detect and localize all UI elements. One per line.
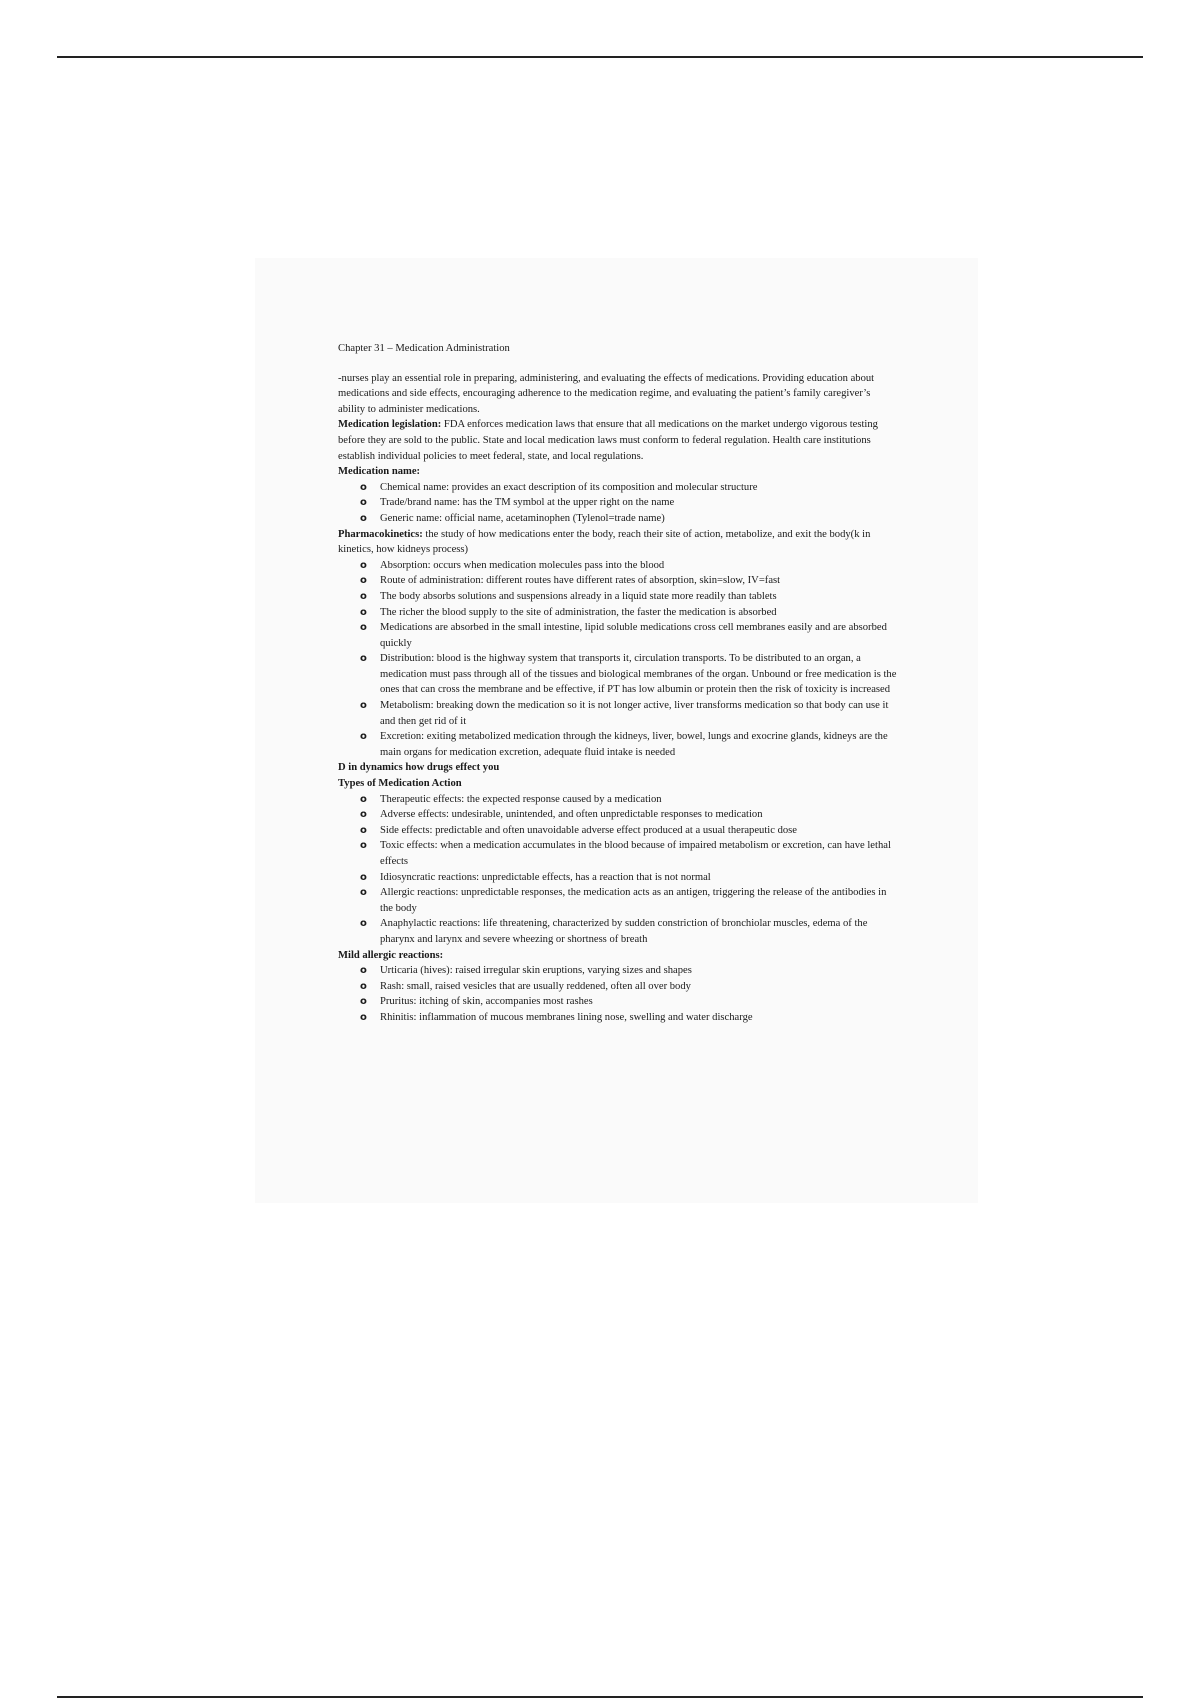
document-title: Chapter 31 – Medication Administration	[338, 343, 510, 354]
list-item: o Pruritus: itching of skin, accompanies most rashes	[380, 994, 898, 1010]
list-item: o Anaphylactic reactions: life threatening, characterized by sudden constriction of bronchiolar muscles, edema of the pharynx and larynx and severe wheezing or shortness of breath	[380, 916, 898, 947]
list-item: o Route of administration: different routes have different rates of absorption, skin=slow, IV=fast	[380, 573, 898, 589]
list-item: o Absorption: occurs when medication molecules pass into the blood	[380, 558, 898, 574]
list-item: o Excretion: exiting metabolized medication through the kidneys, liver, bowel, lungs and exocrine glands, kidneys are the main organs for medication excretion, adequate fluid intake is needed	[380, 729, 898, 760]
top-rule	[57, 56, 1143, 58]
types-of-action-list	[338, 792, 898, 948]
list-item: o The richer the blood supply to the site of administration, the faster the medication is absorbed	[380, 605, 898, 621]
mild-allergic-heading: Mild allergic reactions:	[338, 949, 444, 961]
pharmacokinetics-heading: Pharmacokinetics:	[338, 528, 423, 540]
pharmacokinetics-paragraph	[338, 527, 898, 558]
medication-name-list	[338, 480, 898, 527]
bottom-rule	[57, 1696, 1143, 1698]
list-item: o Chemical name: provides an exact description of its composition and molecular structure	[380, 480, 898, 496]
pharmacokinetics-text: the study of how medications enter the body, reach their site of action, metabolize, and exit the body(k in kinetics, how kidneys process)	[338, 528, 871, 556]
legislation-text: FDA enforces medication laws that ensure that all medications on the market undergo vigorous testing before they are sold to the public. State and local medication laws must conform to federal regulation. Health care institutions establish individual policies to meet federal, state, and local regulations.	[338, 419, 878, 462]
legislation-heading: Medication legislation:	[338, 419, 442, 431]
list-item: o Side effects: predictable and often unavoidable adverse effect produced at a usual therapeutic dose	[380, 823, 898, 839]
pharmacokinetics-list	[338, 558, 898, 761]
document-body	[338, 341, 898, 1026]
dynamics-note: D in dynamics how drugs effect you	[338, 762, 500, 774]
list-item: o Trade/brand name: has the TM symbol at the upper right on the name	[380, 495, 898, 511]
list-item: o Toxic effects: when a medication accumulates in the blood because of impaired metabolism or excretion, can have lethal effects	[380, 838, 898, 869]
list-item: o Distribution: blood is the highway system that transports it, circulation transports. To be distributed to an organ, a medication must pass through all of the tissues and biological membranes of the organ. Unbound or free medication is the ones that can cross the membrane and be effective, if PT has low albumin or protein then the risk of toxicity is increased	[380, 651, 898, 698]
list-item: o Rash: small, raised vesicles that are usually reddened, often all over body	[380, 979, 898, 995]
list-item: o Medications are absorbed in the small intestine, lipid soluble medications cross cell membranes easily and are absorbed quickly	[380, 620, 898, 651]
legislation-paragraph	[338, 417, 898, 464]
list-item: o Idiosyncratic reactions: unpredictable effects, has a reaction that is not normal	[380, 870, 898, 886]
list-item: o Therapeutic effects: the expected response caused by a medication	[380, 792, 898, 808]
list-item: o The body absorbs solutions and suspensions already in a liquid state more readily than tablets	[380, 589, 898, 605]
types-of-action-heading: Types of Medication Action	[338, 778, 462, 790]
list-item: o Generic name: official name, acetaminophen (Tylenol=trade name)	[380, 511, 898, 527]
list-item: o Urticaria (hives): raised irregular skin eruptions, varying sizes and shapes	[380, 963, 898, 979]
mild-allergic-list	[338, 963, 898, 1025]
list-item: o Metabolism: breaking down the medication so it is not longer active, liver transforms medication so that body can use it and then get rid of it	[380, 698, 898, 729]
list-item: o Rhinitis: inflammation of mucous membranes lining nose, swelling and water discharge	[380, 1010, 898, 1026]
intro-paragraph: -nurses play an essential role in preparing, administering, and evaluating the effects of medications. Providing education about medications and side effects, encouraging adherence to the medication regime, and evaluating the patient’s family caregiver’s ability to administer medications.	[338, 372, 875, 415]
medication-name-heading: Medication name:	[338, 466, 421, 478]
list-item: o Allergic reactions: unpredictable responses, the medication acts as an antigen, triggering the release of the antibodies in the body	[380, 885, 898, 916]
list-item: o Adverse effects: undesirable, unintended, and often unpredictable responses to medication	[380, 807, 898, 823]
